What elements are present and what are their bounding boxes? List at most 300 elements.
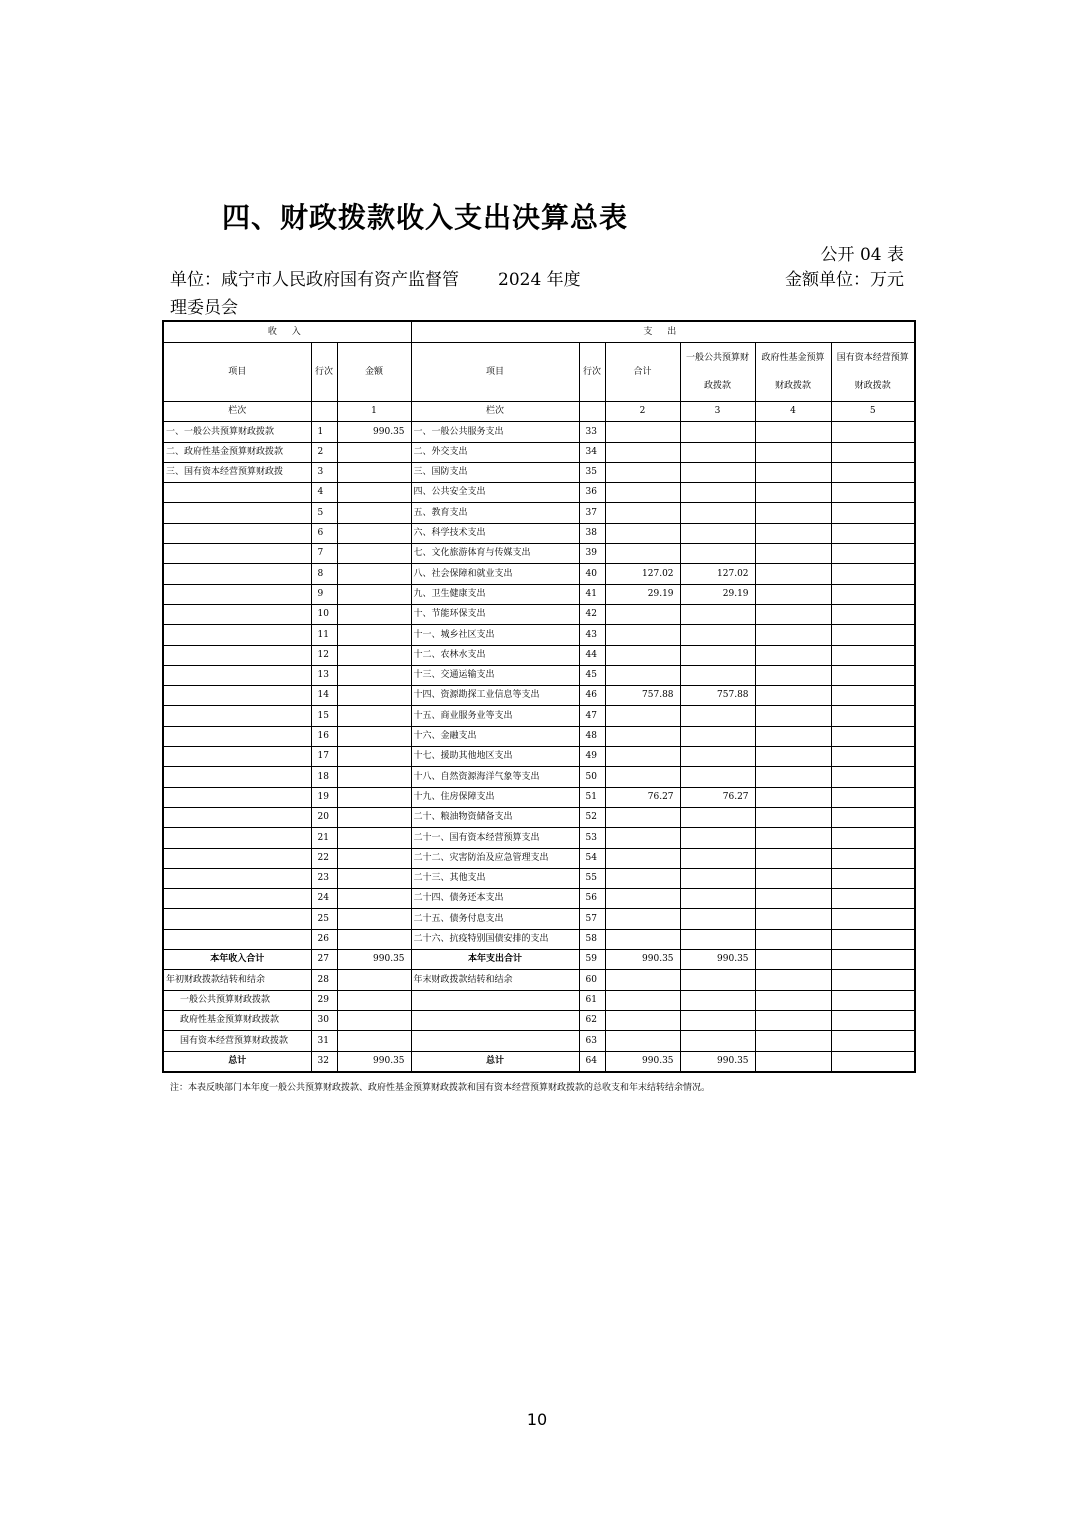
expense-total [605,807,680,827]
general-budget-amount [680,807,755,827]
document-code: 公开 04 表 [820,245,904,265]
state-capital-amount [831,1051,915,1072]
fund-budget-amount [755,462,831,482]
expense-row-no: 51 [579,787,605,807]
year-total-row [163,950,915,970]
expense-item: 总计 [411,1051,579,1072]
income-amount [337,787,411,807]
expense-item: 五、教育支出 [411,503,579,523]
expense-item: 九、卫生健康支出 [411,584,579,604]
expense-row-no: 63 [579,1031,605,1051]
expense-row-no: 49 [579,747,605,767]
income-amount: 990.35 [337,1051,411,1072]
income-amount [337,686,411,706]
income-row-no: 9 [311,584,337,604]
expense-row-no: 57 [579,909,605,929]
fund-budget-amount [755,564,831,584]
income-amount-header: 金额 [337,343,411,402]
income-amount [337,645,411,665]
table-row [163,868,915,888]
income-amount [337,726,411,746]
income-row-no: 4 [311,483,337,503]
income-row-no: 2 [311,442,337,462]
fund-budget-amount [755,929,831,949]
income-item [163,604,311,624]
expense-total [605,625,680,645]
general-budget-amount [680,604,755,624]
general-budget-amount [680,625,755,645]
fund-budget-amount [755,584,831,604]
fund-budget-amount [755,686,831,706]
income-amount [337,747,411,767]
income-row-no: 25 [311,909,337,929]
fund-budget-header: 政府性基金预算财政拨款 [755,343,831,402]
expense-row-no: 58 [579,929,605,949]
table-row [163,625,915,645]
balance-row [163,1010,915,1030]
expense-row-no: 53 [579,828,605,848]
income-row-no: 8 [311,564,337,584]
fund-budget-amount [755,604,831,624]
income-amount [337,889,411,909]
income-item: 三、国有资本经营预算财政拨 [163,462,311,482]
state-capital-amount [831,544,915,564]
income-amount [337,1031,411,1051]
page-number: 10 [526,1410,548,1429]
general-budget-amount [680,665,755,685]
income-item [163,889,311,909]
income-item-header: 项目 [163,343,311,402]
grand-total-row [163,1051,915,1072]
column-index-2: 2 [605,402,680,422]
expense-item: 十一、城乡社区支出 [411,625,579,645]
income-row-no: 15 [311,706,337,726]
fund-budget-amount [755,990,831,1010]
state-capital-amount [831,747,915,767]
state-capital-amount [831,604,915,624]
income-row-no: 20 [311,807,337,827]
income-row-no: 28 [311,970,337,990]
income-amount [337,929,411,949]
income-item [163,767,311,787]
table-row [163,442,915,462]
expense-item: 十二、农林水支出 [411,645,579,665]
table-row [163,686,915,706]
fund-budget-amount [755,828,831,848]
income-item [163,564,311,584]
expense-total [605,422,680,442]
expense-item: 二十二、灾害防治及应急管理支出 [411,848,579,868]
fund-budget-amount [755,747,831,767]
income-amount [337,828,411,848]
balance-row [163,990,915,1010]
column-index-exp-label: 栏次 [411,402,579,422]
expense-total [605,889,680,909]
expense-row-no: 56 [579,889,605,909]
state-capital-amount [831,807,915,827]
general-budget-amount [680,848,755,868]
expense-item: 十八、自然资源海洋气象等支出 [411,767,579,787]
general-budget-amount [680,1010,755,1030]
expense-row-no: 44 [579,645,605,665]
expense-item: 二十、粮油物资储备支出 [411,807,579,827]
expense-item [411,1031,579,1051]
expense-total [605,767,680,787]
fund-budget-amount [755,807,831,827]
state-capital-amount [831,828,915,848]
state-capital-amount [831,584,915,604]
income-amount [337,807,411,827]
general-budget-amount: 990.35 [680,950,755,970]
income-item [163,747,311,767]
general-budget-amount [680,889,755,909]
income-item [163,868,311,888]
expense-total [605,848,680,868]
expense-item: 十四、资源勘探工业信息等支出 [411,686,579,706]
footnote: 注：本表反映部门本年度一般公共预算财政拨款、政府性基金预算财政拨款和国有资本经营预算财政拨款的总收支和年末结转结余情况。 [170,1083,711,1093]
general-budget-amount [680,828,755,848]
expense-row-no: 54 [579,848,605,868]
income-item: 二、政府性基金预算财政拨款 [163,442,311,462]
column-index-empty [579,402,605,422]
income-item [163,807,311,827]
income-row-no: 12 [311,645,337,665]
expense-item: 二十四、债务还本支出 [411,889,579,909]
general-budget-amount [680,503,755,523]
balance-row [163,970,915,990]
income-item [163,929,311,949]
income-item [163,787,311,807]
income-item [163,584,311,604]
table-row [163,828,915,848]
income-row-no: 5 [311,503,337,523]
general-budget-amount [680,747,755,767]
state-capital-amount [831,686,915,706]
income-amount: 990.35 [337,950,411,970]
general-budget-amount [680,990,755,1010]
fund-budget-amount [755,767,831,787]
expense-total [605,868,680,888]
income-item [163,726,311,746]
income-item: 一般公共预算财政拨款 [163,990,311,1010]
expense-row-no: 38 [579,523,605,543]
income-amount [337,503,411,523]
income-item: 政府性基金预算财政拨款 [163,1010,311,1030]
income-amount [337,767,411,787]
income-item [163,645,311,665]
income-row-no: 18 [311,767,337,787]
expense-total [605,483,680,503]
state-capital-header: 国有资本经营预算财政拨款 [831,343,915,402]
general-budget-amount [680,726,755,746]
state-capital-amount [831,564,915,584]
income-row-no: 29 [311,990,337,1010]
fund-budget-amount [755,544,831,564]
general-budget-amount [680,645,755,665]
table-row [163,726,915,746]
fund-budget-amount [755,787,831,807]
expense-total: 990.35 [605,950,680,970]
table-row [163,787,915,807]
table-row [163,523,915,543]
column-index-label: 栏次 [163,402,311,422]
reporting-unit: 单位：咸宁市人民政府国有资产监督管理委员会 [170,270,459,318]
table-row [163,929,915,949]
income-amount [337,523,411,543]
expense-total [605,1010,680,1030]
income-row-no: 32 [311,1051,337,1072]
table-row [163,483,915,503]
page-title: 四、财政拨款收入支出决算总表 [222,201,629,234]
income-row-no: 31 [311,1031,337,1051]
expense-total [605,645,680,665]
state-capital-amount [831,645,915,665]
general-budget-amount: 29.19 [680,584,755,604]
general-budget-amount: 757.88 [680,686,755,706]
expense-row-no: 61 [579,990,605,1010]
expense-item: 年末财政拨款结转和结余 [411,970,579,990]
fund-budget-amount [755,868,831,888]
fund-budget-amount [755,706,831,726]
table-row [163,807,915,827]
expense-row-no: 36 [579,483,605,503]
table-row [163,767,915,787]
expense-total: 757.88 [605,686,680,706]
income-item [163,686,311,706]
fund-budget-amount [755,1031,831,1051]
income-row-no: 17 [311,747,337,767]
expense-total: 29.19 [605,584,680,604]
expense-row-no: 39 [579,544,605,564]
column-index-empty [311,402,337,422]
income-row-no: 14 [311,686,337,706]
expense-item: 二十一、国有资本经营预算支出 [411,828,579,848]
income-amount [337,442,411,462]
expense-total: 990.35 [605,1051,680,1072]
table-row [163,645,915,665]
general-budget-amount [680,544,755,564]
table-row [163,706,915,726]
expense-total: 127.02 [605,564,680,584]
expense-row-no: 59 [579,950,605,970]
income-amount [337,665,411,685]
expense-item: 二十三、其他支出 [411,868,579,888]
general-budget-amount [680,442,755,462]
expense-total [605,726,680,746]
fund-budget-amount [755,503,831,523]
state-capital-amount [831,787,915,807]
income-row-no: 11 [311,625,337,645]
general-budget-amount: 990.35 [680,1051,755,1072]
table-row [163,564,915,584]
income-item [163,706,311,726]
state-capital-amount [831,1010,915,1030]
income-amount [337,848,411,868]
expense-total [605,544,680,564]
state-capital-amount [831,868,915,888]
fund-budget-amount [755,950,831,970]
fund-budget-amount [755,726,831,746]
expense-total [605,604,680,624]
income-item: 年初财政拨款结转和结余 [163,970,311,990]
expense-item: 十五、商业服务业等支出 [411,706,579,726]
general-budget-amount [680,868,755,888]
general-budget-amount [680,909,755,929]
income-amount [337,483,411,503]
income-row-no: 23 [311,868,337,888]
state-capital-amount [831,665,915,685]
state-capital-amount [831,462,915,482]
income-row-no: 21 [311,828,337,848]
expense-item-header: 项目 [411,343,579,402]
expense-row-no: 33 [579,422,605,442]
income-item [163,625,311,645]
column-header-row [163,343,915,402]
income-item: 本年收入合计 [163,950,311,970]
fund-budget-amount [755,625,831,645]
expense-row-no: 42 [579,604,605,624]
state-capital-amount [831,767,915,787]
expense-row-no: 52 [579,807,605,827]
income-item [163,483,311,503]
fund-budget-amount [755,1051,831,1072]
column-index-1: 1 [337,402,411,422]
expense-row-no: 37 [579,503,605,523]
currency-unit: 金额单位：万元 [785,270,904,290]
expense-item: 二十五、债务付息支出 [411,909,579,929]
income-amount [337,990,411,1010]
expense-item [411,1010,579,1030]
balance-row [163,1031,915,1051]
state-capital-amount [831,929,915,949]
fund-budget-amount [755,889,831,909]
income-item [163,503,311,523]
table-row [163,503,915,523]
expense-row-no: 47 [579,706,605,726]
expense-total [605,706,680,726]
expense-total [605,909,680,929]
state-capital-amount [831,970,915,990]
general-budget-amount [680,462,755,482]
expense-section-header: 支 出 [411,321,915,343]
table-row [163,422,915,442]
expense-item: 二、外交支出 [411,442,579,462]
table-row [163,462,915,482]
income-row-no: 6 [311,523,337,543]
expense-total [605,747,680,767]
income-item: 国有资本经营预算财政拨款 [163,1031,311,1051]
general-budget-amount [680,422,755,442]
fund-budget-amount [755,483,831,503]
expense-row-no: 62 [579,1010,605,1030]
fund-budget-amount [755,970,831,990]
general-budget-amount [680,483,755,503]
income-item [163,544,311,564]
state-capital-amount [831,422,915,442]
income-row-no: 27 [311,950,337,970]
expense-item [411,990,579,1010]
expense-item: 十六、金融支出 [411,726,579,746]
expense-row-no: 46 [579,686,605,706]
income-amount [337,706,411,726]
general-budget-amount: 76.27 [680,787,755,807]
expense-row-no: 60 [579,970,605,990]
state-capital-amount [831,848,915,868]
expense-item: 本年支出合计 [411,950,579,970]
expense-item: 八、社会保障和就业支出 [411,564,579,584]
column-index-4: 4 [755,402,831,422]
income-amount [337,544,411,564]
general-budget-amount [680,706,755,726]
expense-total [605,503,680,523]
income-amount [337,604,411,624]
income-row-no-header: 行次 [311,343,337,402]
income-amount [337,970,411,990]
general-budget-amount: 127.02 [680,564,755,584]
state-capital-amount [831,990,915,1010]
income-item [163,848,311,868]
table-row [163,848,915,868]
general-budget-amount [680,1031,755,1051]
expense-row-no: 41 [579,584,605,604]
table-row [163,604,915,624]
income-amount [337,584,411,604]
expense-row-no: 55 [579,868,605,888]
income-section-header: 收 入 [163,321,411,343]
column-index-5: 5 [831,402,915,422]
table-row [163,909,915,929]
table-row [163,889,915,909]
expense-total: 76.27 [605,787,680,807]
income-item: 一、一般公共预算财政拨款 [163,422,311,442]
expense-item: 四、公共安全支出 [411,483,579,503]
state-capital-amount [831,442,915,462]
income-item [163,909,311,929]
expense-total [605,990,680,1010]
income-row-no: 30 [311,1010,337,1030]
expense-row-no-header: 行次 [579,343,605,402]
expense-item: 七、文化旅游体育与传媒支出 [411,544,579,564]
income-item [163,523,311,543]
expense-row-no: 43 [579,625,605,645]
section-header-row [163,321,915,343]
income-amount [337,625,411,645]
income-row-no: 7 [311,544,337,564]
income-amount [337,564,411,584]
expense-total [605,462,680,482]
general-budget-header: 一般公共预算财政拨款 [680,343,755,402]
fiscal-year: 2024 年度 [498,270,581,290]
table-row [163,665,915,685]
income-item [163,665,311,685]
state-capital-amount [831,706,915,726]
state-capital-amount [831,889,915,909]
expense-total [605,442,680,462]
expense-total [605,665,680,685]
fund-budget-amount [755,665,831,685]
fund-budget-amount [755,422,831,442]
fund-budget-amount [755,909,831,929]
table-row [163,584,915,604]
income-row-no: 26 [311,929,337,949]
expense-item: 十三、交通运输支出 [411,665,579,685]
state-capital-amount [831,625,915,645]
income-amount [337,868,411,888]
income-row-no: 1 [311,422,337,442]
fund-budget-amount [755,848,831,868]
table-row [163,747,915,767]
expense-row-no: 40 [579,564,605,584]
